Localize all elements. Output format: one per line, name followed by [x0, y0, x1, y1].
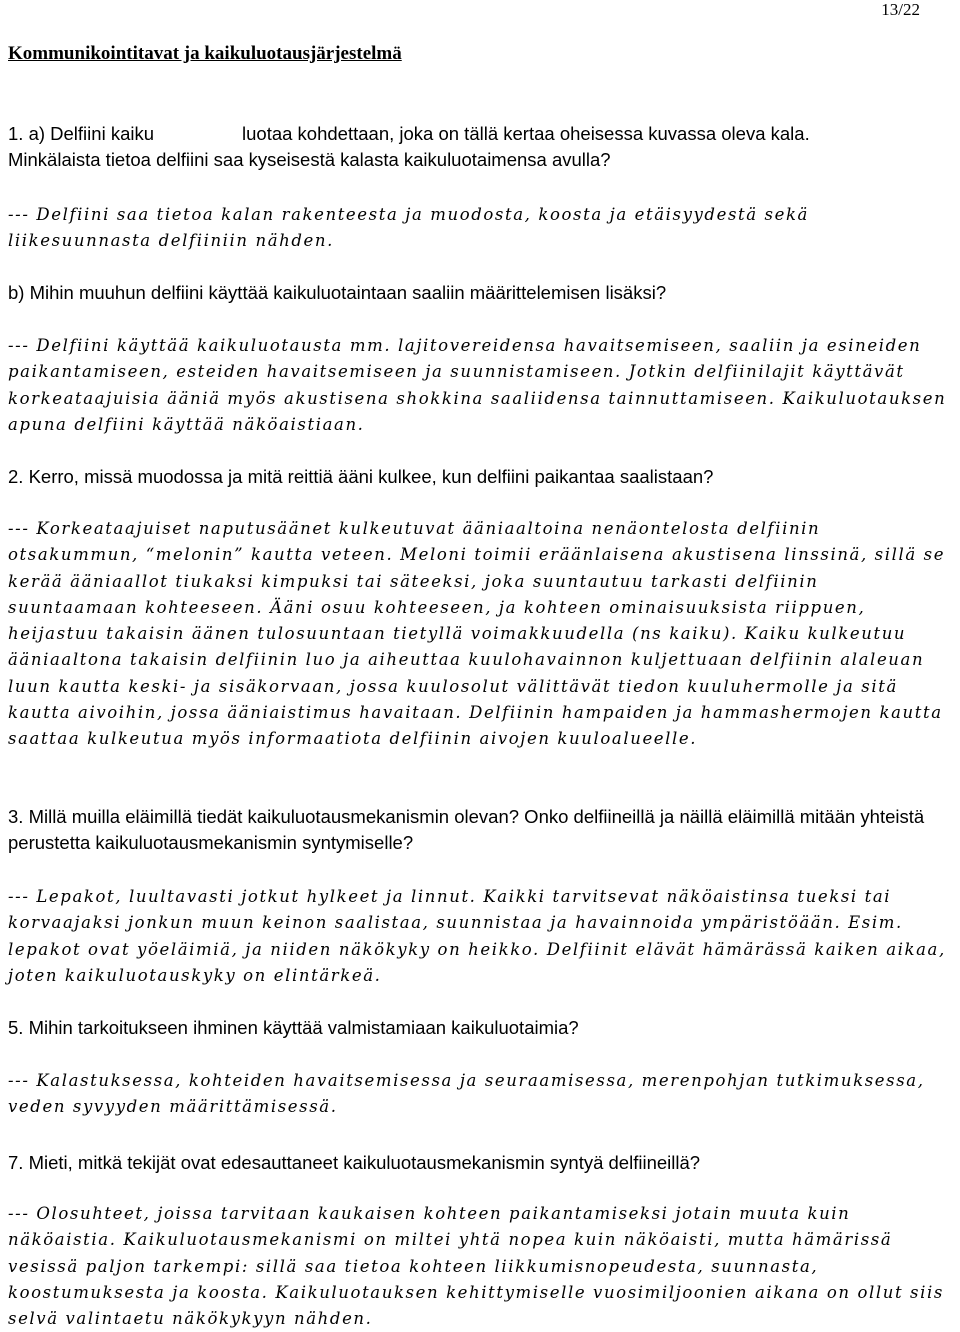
question-1b: b) Mihin muuhun delfiini käyttää kaikuluotaintaan saaliin määrittelemisen lisäksi?: [8, 282, 667, 303]
document-title: Kommunikointitavat ja kaikuluotausjärjestelmä: [8, 43, 402, 64]
question-3: 3. Millä muilla eläimillä tiedät kaikuluotausmekanismin olevan? Onko delfiineillä ja näillä eläimillä mitään yhteistä perustetta kaikuluotausmekanismin syntymiselle?: [8, 806, 925, 853]
question-1a-part2: luotaa kohdettaan, joka on tällä kertaa oheisessa kuvassa oleva kala.: [242, 123, 810, 144]
answer-5: --- Kalastuksessa, kohteiden havaitsemisessa ja seuraamisessa, merenpohjan tutkimuksessa, veden syvyyden määrittämisessä.: [8, 1071, 925, 1117]
question-1a-part1: 1. a) Delfiini kaiku: [8, 123, 155, 144]
answer-1b: --- Delfiini käyttää kaikuluotausta mm. lajitovereidensa havaitsemiseen, saaliin ja esineiden paikantamiseen, esteiden havaitsemiseen ja suunnistamiseen. Jotkin delfiinilajit käyttävät korkeataajuisia ääniä myös akustisena shokkina saaliidensa tainnuttamiseen. Kaikuluotauksen apuna delfiini käyttää näköaistiaan.: [8, 336, 947, 434]
answer-1a: --- Delfiini saa tietoa kalan rakenteesta ja muodosta, koosta ja etäisyydestä sekä liikesuunnasta delfiiniin nähden.: [8, 205, 809, 251]
answer-7: --- Olosuhteet, joissa tarvitaan kaukaisen kohteen paikantamiseksi jotain muuta kuin näköaistia. Kaikuluotausmekanismi on miltei yhtä nopea kuin näköaisti, mutta hämärissä vesissä paljon tarkempi: sillä saa tietoa kohteen liikkumisnopeudesta, suunnasta, koostumuksesta ja koosta. Kaikuluotauksen kehittymiselle vuosimiljoonien aikana on ollut siis selvä valintaetu näkökykyyn nähden.: [8, 1204, 944, 1329]
question-5: 5. Mihin tarkoitukseen ihminen käyttää valmistamiaan kaikuluotaimia?: [8, 1017, 579, 1038]
question-1a: [8, 121, 953, 173]
answer-2: --- Korkeataajuiset naputusäänet kulkeutuvat ääniaaltoina nenäontelosta delfiinin otsakummun, “melonin” kautta veteen. Meloni toimii eräänlaisena akustisena linssinä, sillä se kerää ääniaallot tiukaksi kimpuksi tai säteeksi, joka suuntautuu tarkasti delfiinin suuntaamaan kohteeseen. Ääni osuu kohteeseen, ja kohteen ominaisuuksista riippuen, heijastuu takaisin äänen tulosuuntaan tietyllä voimakkuudella (ns kaiku). Kaiku kulkeutuu ääniaaltona takaisin delfiinin luo ja aiheuttaa kuulohavainnon kuljettuaan delfiinin alaleuan luun kautta keski- ja sisäkorvaan, jossa kuulosolut välittävät tiedon kuuluhermolle ja sitä kautta aivoihin, jossa ääniaistimus havaitaan. Delfiinin hampaiden ja hammashermojen kautta saattaa kulkeutua myös informaatiota delfiinin aivojen kuuloalueelle.: [8, 519, 946, 749]
question-7: 7. Mieti, mitkä tekijät ovat edesauttaneet kaikuluotausmekanismin syntyä delfiineillä?: [8, 1152, 701, 1173]
question-2: 2. Kerro, missä muodossa ja mitä reittiä ääni kulkee, kun delfiini paikantaa saalistaan?: [8, 466, 714, 487]
answer-3: --- Lepakot, luultavasti jotkut hylkeet ja linnut. Kaikki tarvitsevat näköaistinsa tueksi tai korvaajaksi jonkun muun keinon saalistaa, suunnistaa ja havainnoida ympäristöään. Esim. lepakot ovat yöeläimiä, ja niiden näkökyky on heikko. Delfiinit elävät hämärässä kaiken aikaa, joten kaikuluotauskyky on elintärkeä.: [8, 887, 946, 985]
question-1a-line2: Minkälaista tietoa delfiini saa kyseisestä kalasta kaikuluotaimensa avulla?: [8, 149, 611, 170]
page-number: 13/22: [881, 0, 920, 19]
